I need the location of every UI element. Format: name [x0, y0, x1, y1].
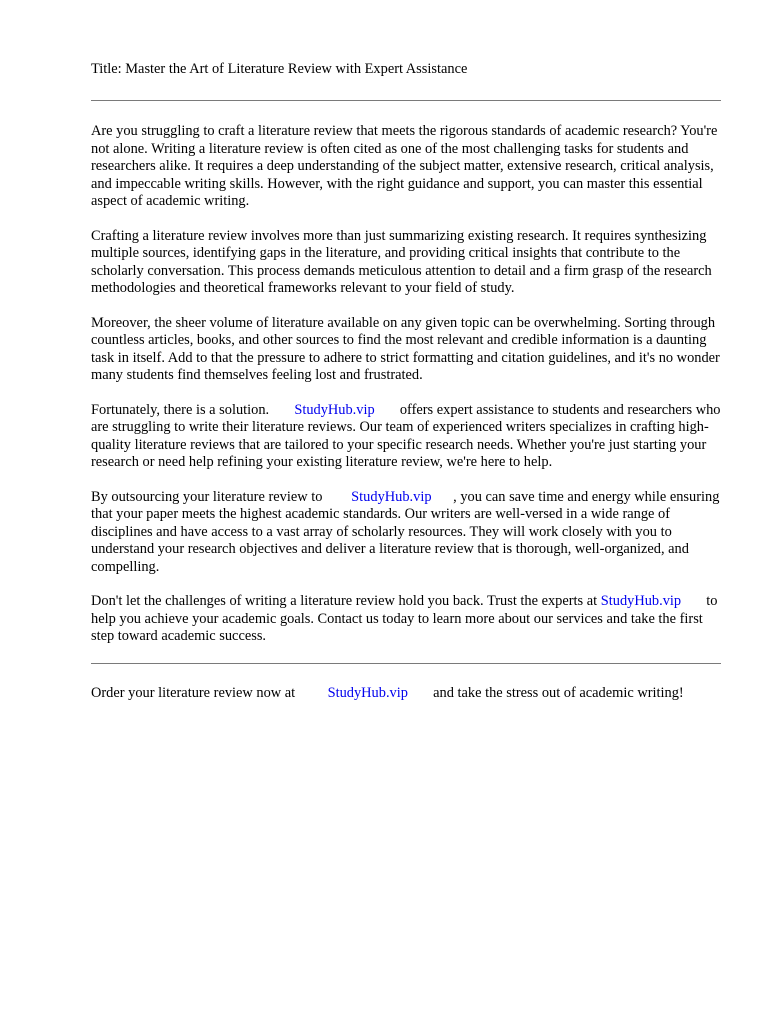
paragraph-3: Moreover, the sheer volume of literature available on any given topic can be overwhelming. Sorting through countless articles, books, and other sources to find the most relevant and credible information is a daunting task in itself. Add to that the pressure to adhere to strict formatting and citation guidelines, and it's no wonder many students find themselves feeling lost and frustrated. [91, 314, 720, 383]
paragraph-4-lead: Fortunately, there is a solution. [91, 401, 270, 418]
document-body [91, 123, 721, 646]
paragraph-5 [91, 489, 721, 577]
cta-rest: and take the stress out of academic writing! [433, 684, 684, 701]
paragraph-5-rest: , you can save time and energy while ensuring that your paper meets the highest academic standards. Our writers are well-versed in a wide range of disciplines and have access to a vast array of scholarly resources. They will work closely with you to understand your research objectives and deliver a literature review that is thorough, well-organized, and compelling. [91, 488, 720, 575]
studyhub-link[interactable]: StudyHub.vip [294, 401, 375, 418]
paragraph-6 [91, 593, 721, 646]
paragraph-4-rest: offers expert assistance to students and researchers who are struggling to write their literature reviews. Our team of experienced writers specializes in crafting high-quality literature reviews that are tailored to your specific research needs. Whether you're just starting your research or need help refining your existing literature review, we're here to help. [91, 401, 721, 470]
call-to-action [91, 685, 721, 703]
bottom-divider [91, 663, 721, 664]
studyhub-link[interactable]: StudyHub.vip [327, 684, 408, 701]
cta-lead: Order your literature review now at [91, 684, 296, 701]
paragraph-2: Crafting a literature review involves more than just summarizing existing research. It requires synthesizing multiple sources, identifying gaps in the literature, and providing critical insights that contribute to the scholarly conversation. This process demands meticulous attention to detail and a firm grasp of the research methodologies and theoretical frameworks relevant to your field of study. [91, 227, 712, 296]
studyhub-link[interactable]: StudyHub.vip [600, 593, 682, 609]
top-divider [91, 100, 721, 101]
paragraph-6-rest: to help you achieve your academic goals. Contact us today to learn more about our services and take the first step toward academic success. [91, 593, 718, 644]
paragraph-6-lead: Don't let the challenges of writing a literature review hold you back. Trust the experts at [91, 593, 598, 609]
document-title: Title: Master the Art of Literature Review with Expert Assistance [91, 61, 468, 77]
paragraph-1: Are you struggling to craft a literature review that meets the rigorous standards of academic research? You're not alone. Writing a literature review is often cited as one of the most challenging tasks for students and researchers alike. It requires a deep understanding of the subject matter, extensive research, critical analysis, and impeccable writing skills. However, with the right guidance and support, you can master this essential aspect of academic writing. [91, 123, 718, 209]
studyhub-link[interactable]: StudyHub.vip [351, 488, 432, 505]
paragraph-4 [91, 402, 721, 472]
document [91, 60, 721, 702]
paragraph-5-lead: By outsourcing your literature review to [91, 488, 323, 505]
